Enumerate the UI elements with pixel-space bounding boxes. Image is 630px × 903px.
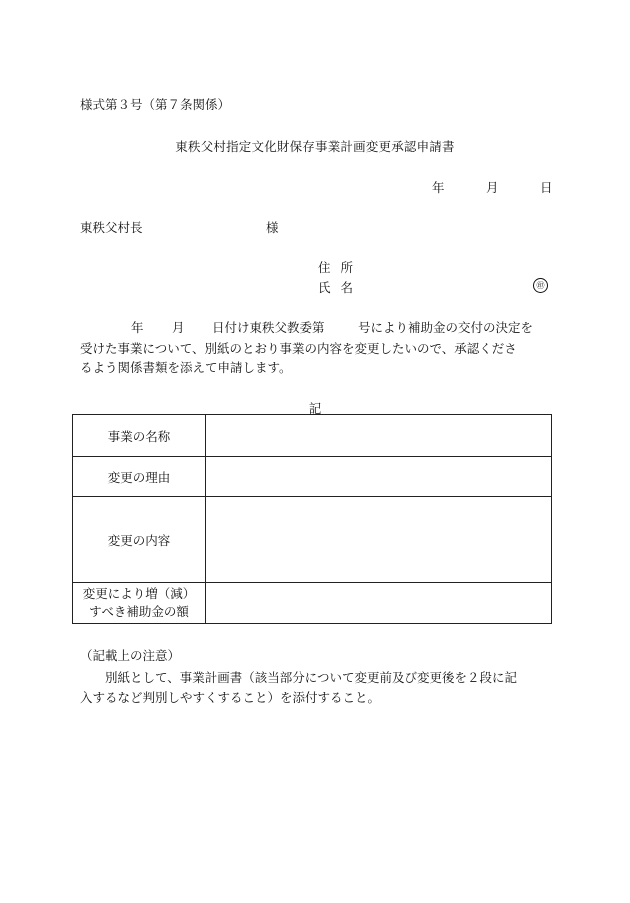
body-number-text: 号により補助金の交付の決定を — [358, 320, 534, 335]
form-number: 様式第３号（第７条関係） — [80, 97, 231, 112]
applicant-address-label: 住所 — [318, 260, 364, 275]
subsidy-label-line-1: 変更により増（減） — [82, 586, 196, 601]
document-title: 東秩父村指定文化財保存事業計画変更承認申請書 — [175, 139, 455, 154]
date-day-label: 日 — [540, 180, 553, 195]
table-label-project-name: 事業の名称 — [73, 415, 206, 457]
date-month-label: 月 — [486, 180, 499, 195]
table-value-change-reason[interactable] — [206, 457, 552, 497]
body-year-label: 年 — [131, 320, 144, 335]
table-value-subsidy-amount[interactable] — [206, 583, 552, 624]
table-label-change-content: 変更の内容 — [73, 497, 206, 583]
seal-text: ㊞ — [536, 281, 545, 290]
table-label-subsidy-amount — [73, 583, 206, 624]
table-row — [73, 583, 552, 624]
table-label-change-reason: 変更の理由 — [73, 457, 206, 497]
body-line-2: 受けた事業について、別紙のとおり事業の内容を変更したいので、承認くださ — [80, 341, 517, 356]
body-day-text: 日付け東秩父教委第 — [212, 320, 325, 335]
addressee-honorific: 様 — [266, 220, 279, 235]
body-line-3: るよう関係書類を添えて申請します。 — [80, 360, 292, 375]
seal-icon — [533, 278, 548, 293]
applicant-name-label: 氏名 — [318, 280, 364, 295]
table-row — [73, 415, 552, 457]
table-row — [73, 497, 552, 583]
subsidy-label-line-2: すべき補助金の額 — [89, 604, 189, 619]
addressee-name: 東秩父村長 — [80, 220, 143, 235]
notes-heading: （記載上の注意） — [80, 648, 181, 663]
notes-line-2: 入するなど判別しやすくすること）を添付すること。 — [80, 690, 381, 705]
items-table — [72, 414, 552, 624]
table-row — [73, 457, 552, 497]
table-value-change-content[interactable] — [206, 497, 552, 583]
table-value-project-name[interactable] — [206, 415, 552, 457]
date-year-label: 年 — [432, 180, 445, 195]
ki-label: 記 — [308, 401, 322, 416]
notes-line-1: 別紙として、事業計画書（該当部分について変更前及び変更後を２段に記 — [80, 670, 518, 685]
body-month-label: 月 — [172, 320, 185, 335]
